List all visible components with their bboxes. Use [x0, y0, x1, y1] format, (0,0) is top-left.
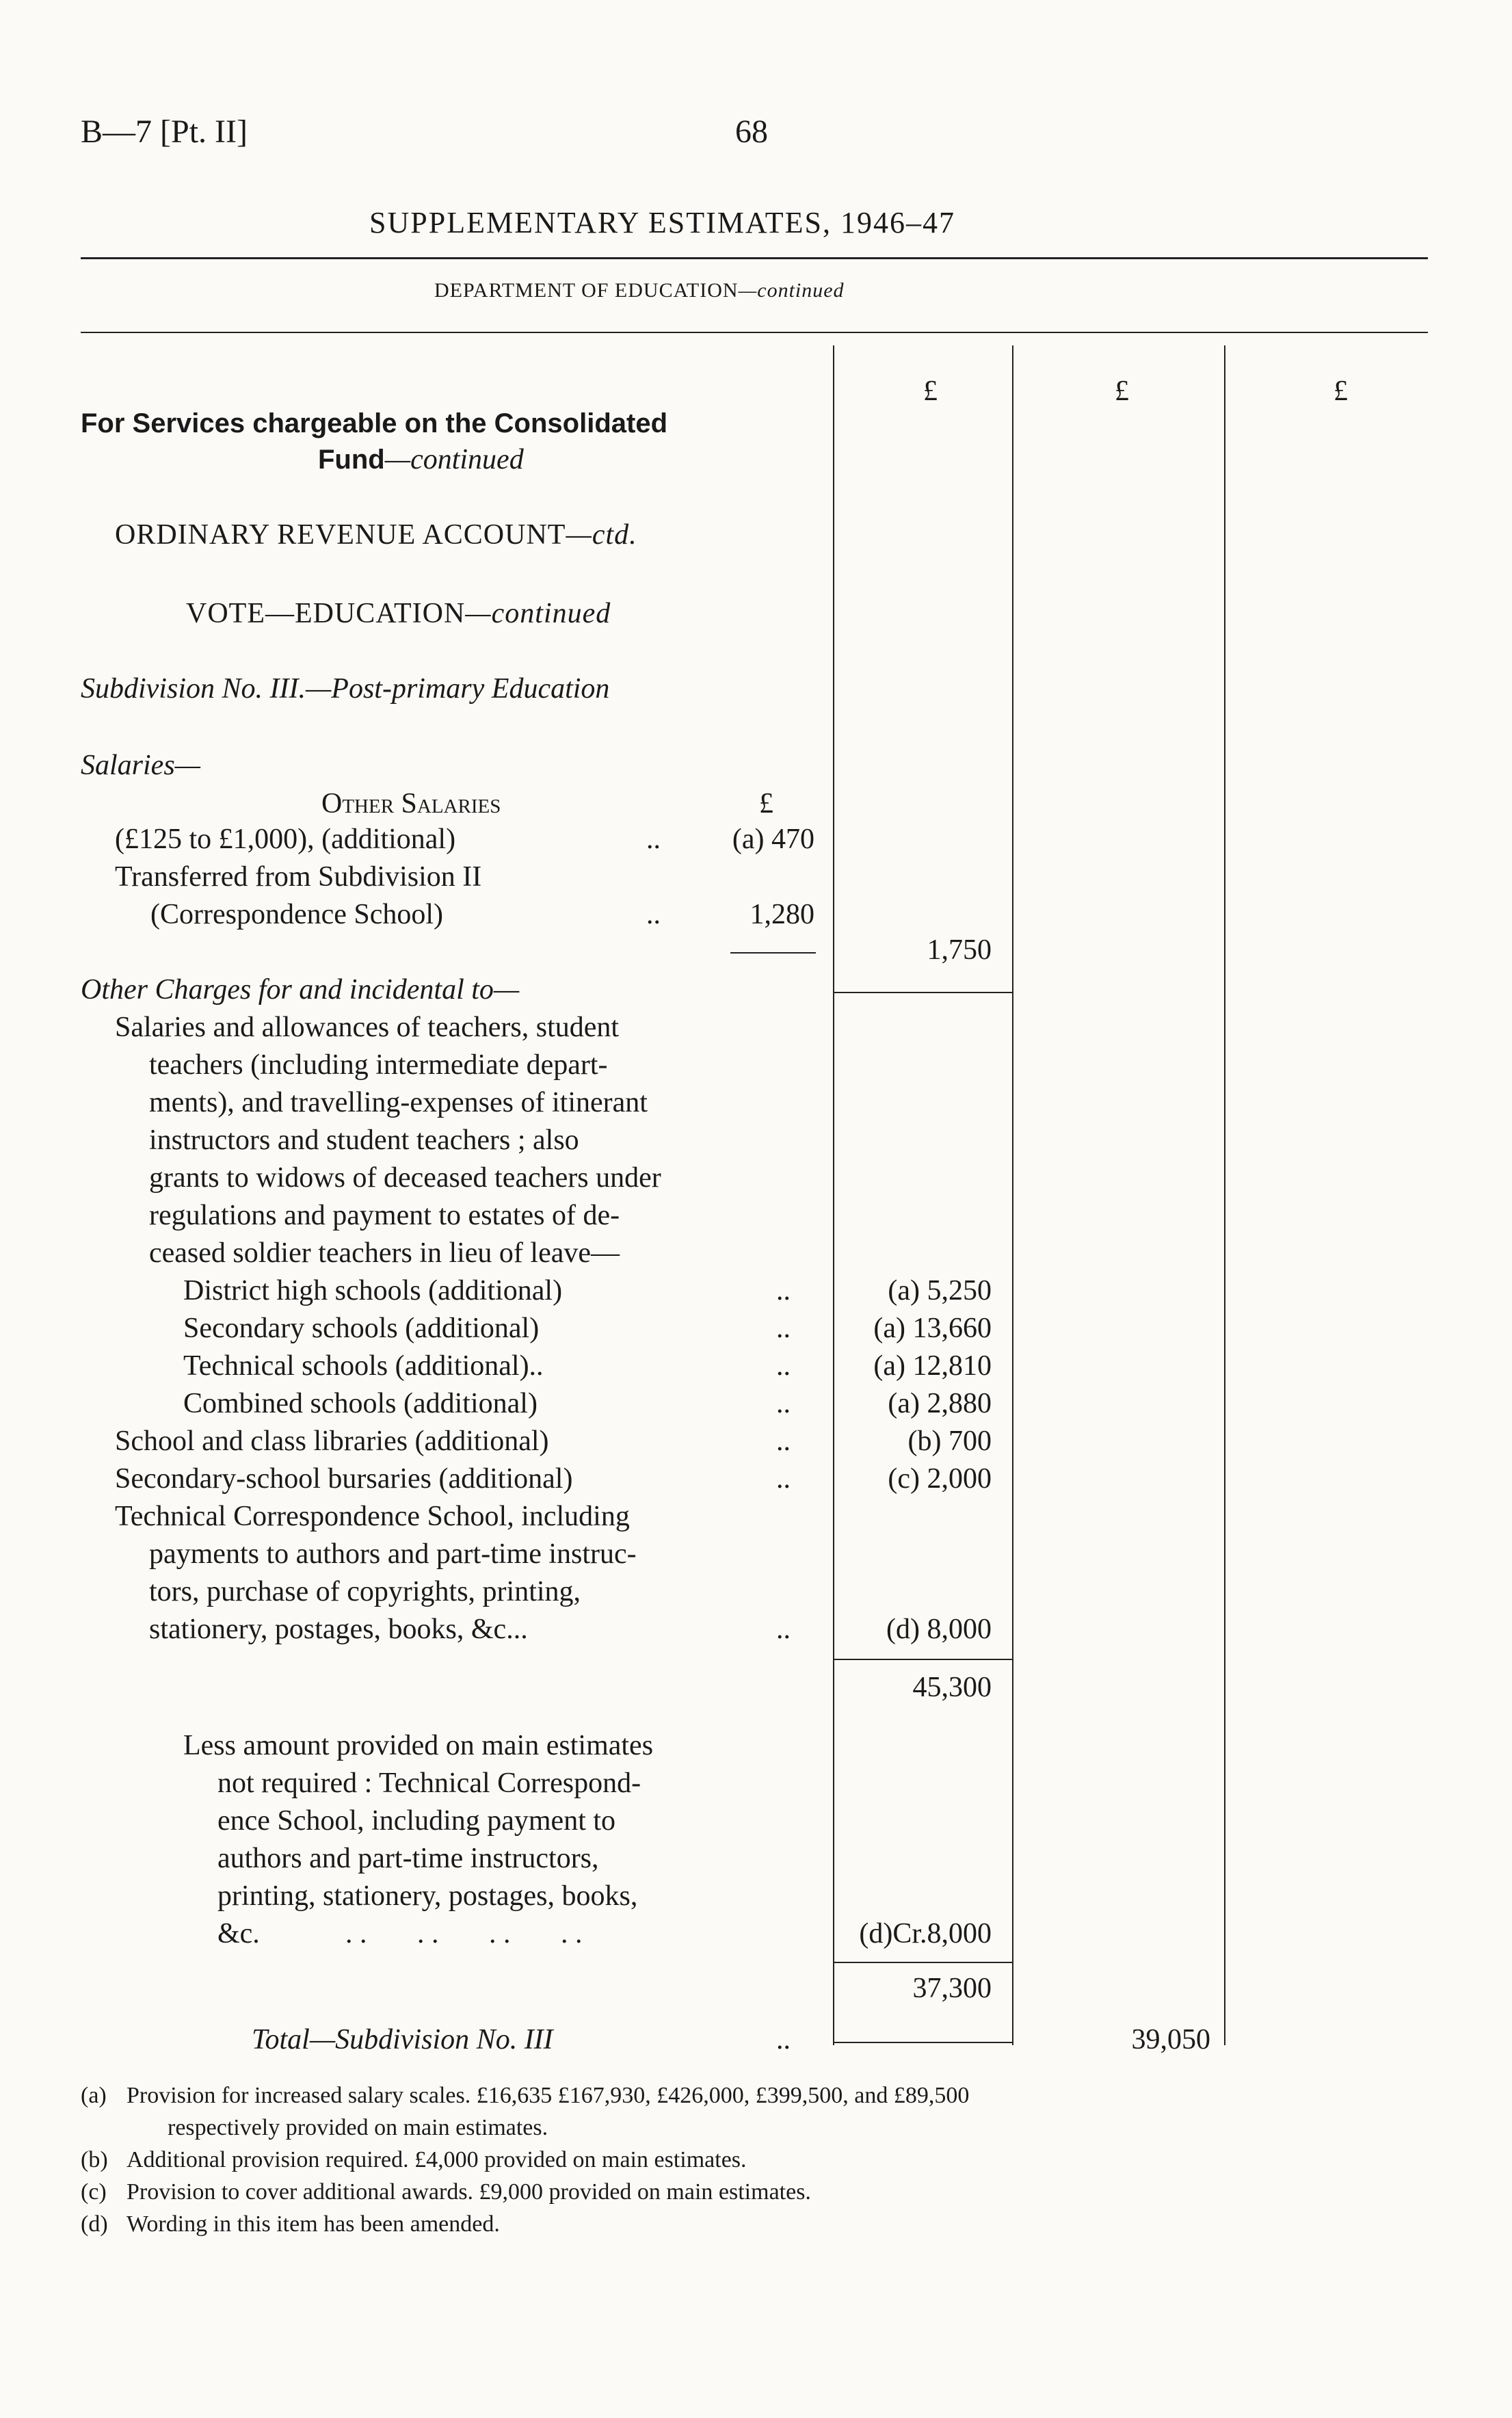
item-label: Secondary schools (additional) [183, 1313, 540, 1344]
item-amount: (a) 12,810 [873, 1350, 992, 1382]
item-dots: .. [776, 1463, 791, 1495]
total-dots: .. [776, 2024, 791, 2055]
page-title: SUPPLEMENTARY ESTIMATES, 1946–47 [369, 206, 956, 239]
item-dots: .. [776, 1425, 791, 1457]
section-heading-line1: For Services chargeable on the Consolidated [81, 408, 668, 438]
less-line: printing, stationery, postages, books, [217, 1880, 638, 1912]
tcs-line: Technical Correspondence School, including [115, 1501, 630, 1532]
column-3-currency: £ [1334, 376, 1348, 407]
tcs-line: tors, purchase of copyrights, printing, [149, 1576, 581, 1607]
section-heading-line2: Fund—continued [318, 444, 524, 475]
tcs-line: stationery, postages, books, &c... [149, 1614, 528, 1645]
salaries-pound-sign: £ [759, 788, 773, 819]
salaries-total-rule [833, 992, 1012, 993]
item-amount: (c) 2,000 [888, 1463, 992, 1495]
footnote-text: Wording in this item has been amended. [127, 2211, 500, 2237]
item-dots: .. [776, 1313, 791, 1344]
item-amount: (a) 13,660 [873, 1313, 992, 1344]
item-label: School and class libraries (additional) [115, 1425, 549, 1457]
column-rule-2 [1012, 345, 1013, 2045]
document-code: B—7 [Pt. II] [81, 114, 248, 150]
item-amount: (a) 5,250 [888, 1275, 992, 1306]
less-line: authors and part-time instructors, [217, 1843, 599, 1874]
other-charges-para-line: regulations and payment to estates of de- [149, 1200, 620, 1231]
net-amount: 37,300 [912, 1973, 992, 2004]
footnote-mark: (a) [81, 2083, 107, 2108]
item-dots: .. [776, 1388, 791, 1419]
salaries-line2a: Transferred from Subdivision II [115, 861, 482, 893]
footnote-mark: (b) [81, 2147, 108, 2172]
department-rule [81, 332, 1428, 333]
salaries-line2-amount: 1,280 [750, 899, 814, 930]
column-rule-3 [1224, 345, 1225, 2045]
less-line: Less amount provided on main estimates [183, 1730, 654, 1761]
tcs-amount: (d) 8,000 [886, 1614, 992, 1645]
total-amount: 39,050 [1131, 2024, 1210, 2055]
salaries-sum-rule [730, 952, 816, 954]
tcs-line: payments to authors and part-time instruc- [149, 1538, 637, 1570]
salaries-line2-dots: .. [646, 899, 661, 930]
footnote-mark: (d) [81, 2211, 108, 2237]
column-1-currency: £ [923, 376, 938, 407]
tcs-dots: .. [776, 1614, 791, 1645]
footnote-text: Provision for increased salary scales. £16,635 £167,930, £426,000, £399,500, and £89,500 [127, 2083, 970, 2108]
vote-heading: VOTE—EDUCATION—continued [186, 598, 611, 629]
less-dots: . . . . . . . . [345, 1918, 583, 1949]
column-rule-1 [833, 345, 834, 2045]
other-charges-para-line: teachers (including intermediate depart- [149, 1049, 608, 1081]
less-line: &c. [217, 1918, 260, 1949]
department-suffix: —continued [738, 279, 845, 302]
item-amount: (a) 2,880 [888, 1388, 992, 1419]
item-label: Secondary-school bursaries (additional) [115, 1463, 573, 1495]
item-label: Combined schools (additional) [183, 1388, 538, 1419]
other-charges-para-line: instructors and student teachers ; also [149, 1125, 579, 1156]
other-charges-para-line: grants to widows of deceased teachers under [149, 1162, 661, 1194]
department-name: DEPARTMENT OF EDUCATION [434, 279, 739, 302]
department-heading [434, 279, 845, 302]
salaries-line2b: (Correspondence School) [150, 899, 444, 930]
item-label: Technical schools (additional).. [183, 1350, 544, 1382]
account-heading: ORDINARY REVENUE ACCOUNT—ctd. [115, 519, 637, 551]
less-line: not required : Technical Correspond- [217, 1767, 641, 1799]
footnote-text: Additional provision required. £4,000 provided on main estimates. [127, 2147, 747, 2172]
other-charges-subtotal: 45,300 [912, 1672, 992, 1703]
other-salaries-label: Other Salaries [321, 788, 501, 819]
salaries-label: Salaries— [81, 750, 201, 781]
subtotal-rule [833, 1659, 1012, 1660]
net-rule-top [833, 1962, 1012, 1963]
salaries-line1: (£125 to £1,000), (additional) [115, 824, 456, 855]
subdivision-heading: Subdivision No. III.—Post-primary Education [81, 673, 610, 705]
other-charges-para-line: Salaries and allowances of teachers, student [115, 1012, 620, 1043]
page-number: 68 [735, 114, 768, 150]
footnote-text: Provision to cover additional awards. £9,000 provided on main estimates. [127, 2179, 811, 2205]
total-label: Total—Subdivision No. III [252, 2024, 553, 2055]
net-rule-bottom [833, 2042, 1012, 2043]
salaries-line1-dots: .. [646, 824, 661, 855]
less-amount: (d)Cr.8,000 [859, 1918, 992, 1949]
column-2-currency: £ [1115, 376, 1129, 407]
less-line: ence School, including payment to [217, 1805, 616, 1837]
other-charges-para-line: ceased soldier teachers in lieu of leave— [149, 1237, 620, 1269]
footnote-mark: (c) [81, 2179, 107, 2205]
salaries-line1-amount: (a) 470 [732, 824, 814, 855]
salaries-total: 1,750 [927, 934, 992, 966]
item-amount: (b) 700 [907, 1425, 992, 1457]
item-dots: .. [776, 1275, 791, 1306]
other-charges-label: Other Charges for and incidental to— [81, 974, 520, 1006]
other-charges-para-line: ments), and travelling-expenses of itinerant [149, 1087, 648, 1118]
item-dots: .. [776, 1350, 791, 1382]
footnote-text-continued: respectively provided on main estimates. [168, 2115, 548, 2140]
title-rule [81, 257, 1428, 259]
item-label: District high schools (additional) [183, 1275, 563, 1306]
